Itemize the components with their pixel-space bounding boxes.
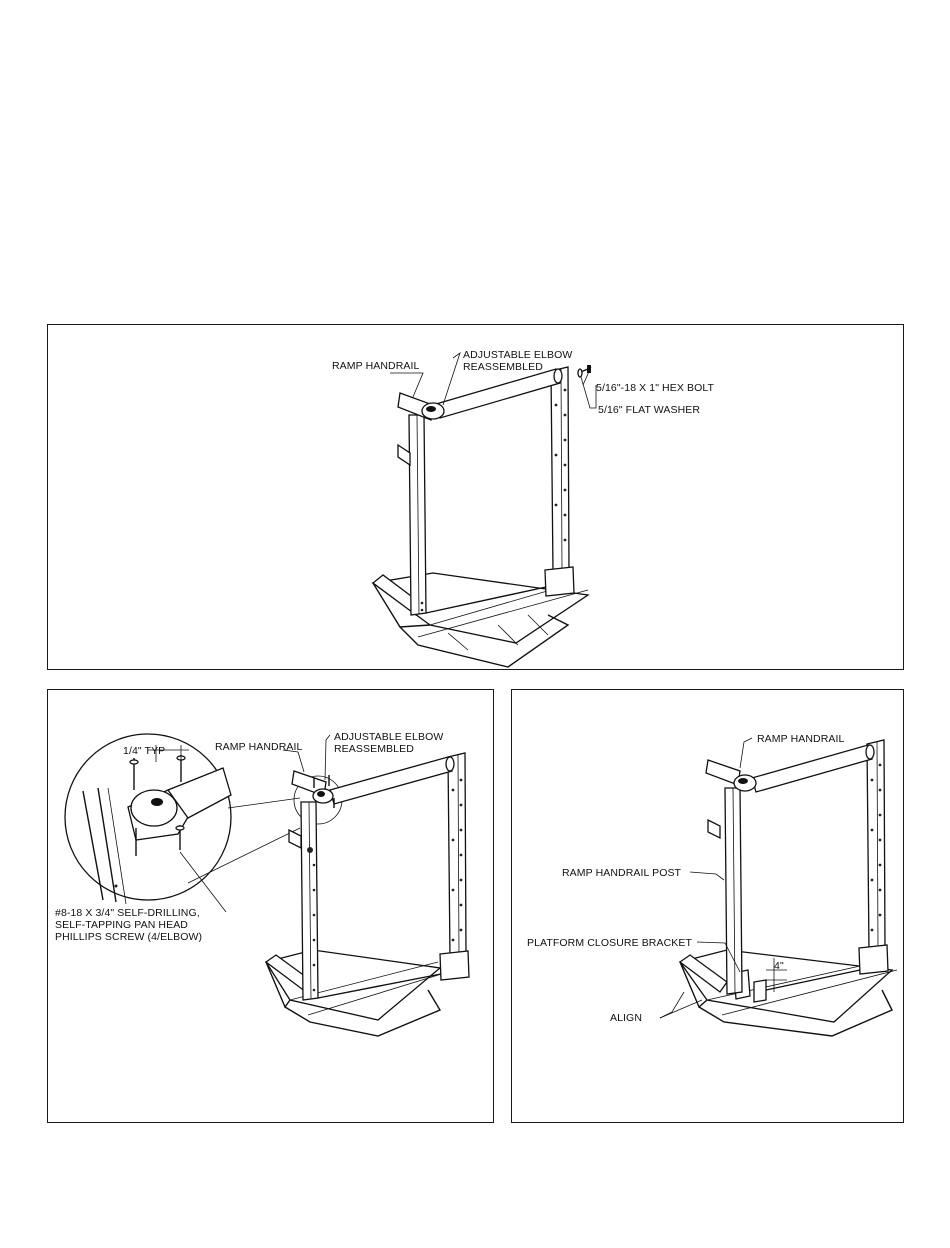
ramp-handrail-post	[725, 788, 742, 994]
handrail-assembly-drawing-top	[48, 325, 905, 671]
platform-base	[266, 950, 448, 1036]
right-post	[545, 367, 574, 596]
flat-washer-label: 5/16" FLAT WASHER	[598, 404, 701, 416]
handrail-assembly-drawing-bottom-left	[48, 690, 495, 1124]
ramp-handrail-label: RAMP HANDRAIL	[215, 741, 303, 753]
top-rail	[330, 757, 454, 804]
platform-closure-bracket-label: PLATFORM CLOSURE BRACKET	[527, 937, 692, 949]
adjustable-elbow-label-2: REASSEMBLED	[334, 743, 414, 755]
adjustable-elbow-label-1: ADJUSTABLE ELBOW	[463, 349, 573, 361]
detail-magnified-circle	[65, 734, 231, 904]
adjustable-elbow	[313, 789, 333, 803]
dimension-4in-label: 4"	[774, 960, 784, 972]
typ-dimension-label: 1/4" TYP	[123, 745, 166, 757]
ramp-handrail-label: RAMP HANDRAIL	[332, 360, 420, 372]
hex-bolt-label: 5/16"-18 X 1" HEX BOLT	[596, 382, 715, 394]
top-rail	[752, 745, 874, 792]
diagram-panel-top	[47, 324, 904, 670]
left-post	[301, 802, 318, 1000]
screw-label-3: PHILLIPS SCREW (4/ELBOW)	[55, 931, 203, 943]
handrail-assembly-drawing-bottom-right	[512, 690, 905, 1124]
ramp-handrail-label: RAMP HANDRAIL	[757, 733, 845, 745]
adjustable-elbow-label-2: REASSEMBLED	[463, 361, 543, 373]
align-label: ALIGN	[610, 1012, 643, 1024]
right-post	[859, 740, 888, 974]
screw-label-1: #8-18 X 3/4" SELF-DRILLING,	[55, 907, 200, 919]
adjustable-elbow-label-1: ADJUSTABLE ELBOW	[334, 731, 444, 743]
right-post	[440, 753, 469, 980]
ramp-handrail-post-label: RAMP HANDRAIL POST	[562, 867, 682, 879]
diagram-panel-bottom-right	[511, 689, 904, 1123]
flat-washer-icon	[578, 369, 582, 377]
adjustable-elbow	[422, 403, 444, 419]
adjustable-elbow	[734, 775, 756, 791]
diagram-panel-bottom-left	[47, 689, 494, 1123]
screw-label-2: SELF-TAPPING PAN HEAD	[55, 919, 188, 931]
top-rail	[436, 369, 562, 418]
left-post	[409, 415, 426, 615]
